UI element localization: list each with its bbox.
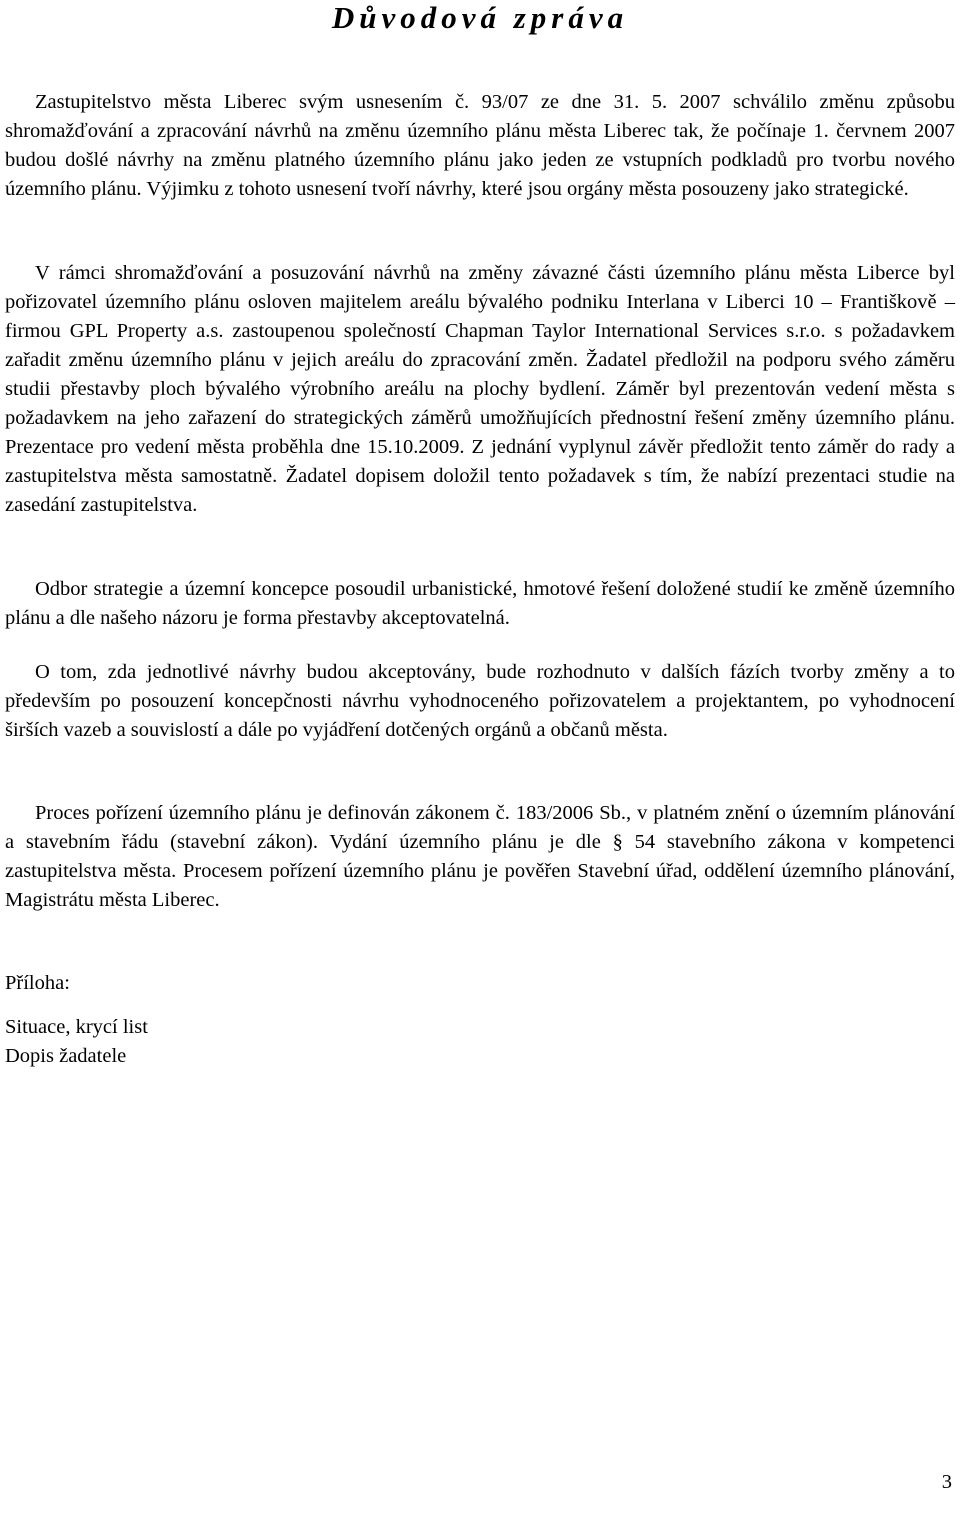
paragraph-assessment: Odbor strategie a územní koncepce posoudil urbanistické, hmotové řešení doložené studií ke změně územního plánu a dle našeho názoru je forma přestavby akceptovatelná. bbox=[5, 578, 955, 629]
attachment-item: Situace, krycí list bbox=[5, 1016, 148, 1038]
paragraph-legal-process: Proces pořízení územního plánu je definován zákonem č. 183/2006 Sb., v platném znění o územním plánování a stavebním řádu (stavební zákon). Vydání územního plánu je dle § 54 stavebního zákona v kompetenci zastupitelstva města. Procesem pořízení územního plánu je pověřen Stavební úřad, oddělení územního plánování, Magistrátu města Liberec. bbox=[5, 802, 955, 911]
paragraph-decision: O tom, zda jednotlivé návrhy budou akceptovány, bude rozhodnuto v dalších fázích tvorby změny a to především po posouzení koncepčnosti návrhu vyhodnoceného pořizovatelem a projektantem, po vyhodnocení širších vazeb a souvislostí a dále po vyjádření dotčených orgánů a občanů města. bbox=[5, 661, 955, 741]
paragraph-request: V rámci shromažďování a posuzování návrhů na změny závazné části územního plánu města Liberce byl pořizovatel územního plánu osloven majitelem areálu bývalého podniku Interlana v Liberci 10 – Františkově – firmou GPL Property a.s. zastoupenou společností Chapman Taylor International Services s.r.o. s požadavkem zařadit změnu územního plánu v jejich areálu do zpracování změn. Žadatel předložil na podporu svého záměru studii přestavby ploch bývalého výrobního areálu na plochy bydlení. Záměr byl prezentován vedení města s požadavkem na jeho zařazení do strategických záměrů umožňujících přednostní řešení změny územního plánu. Prezentace pro vedení města proběhla dne 15.10.2009. Z jednání vyplynul závěr předložit tento záměr do rady a zastupitelstva města samostatně. Žadatel dopisem doložil tento požadavek s tím, že nabízí prezentaci studie na zasedání zastupitelstva. bbox=[5, 262, 955, 516]
document-title: Důvodová zpráva bbox=[331, 0, 629, 35]
page-number: 3 bbox=[941, 1471, 952, 1493]
attachment-item: Dopis žadatele bbox=[5, 1045, 127, 1067]
paragraph-intro: Zastupitelstvo města Liberec svým usnesením č. 93/07 ze dne 31. 5. 2007 schválilo změnu způsobu shromažďování a zpracování návrhů na změnu územního plánu města Liberec tak, že počínaje 1. červnem 2007 budou došlé návrhy na změnu platného územního plánu jako jeden ze vstupních podkladů pro tvorbu nového územního plánu. Výjimku z tohoto usnesení tvoří návrhy, které jsou orgány města posouzeny jako strategické. bbox=[5, 91, 955, 200]
attachments-label: Příloha: bbox=[5, 972, 70, 994]
